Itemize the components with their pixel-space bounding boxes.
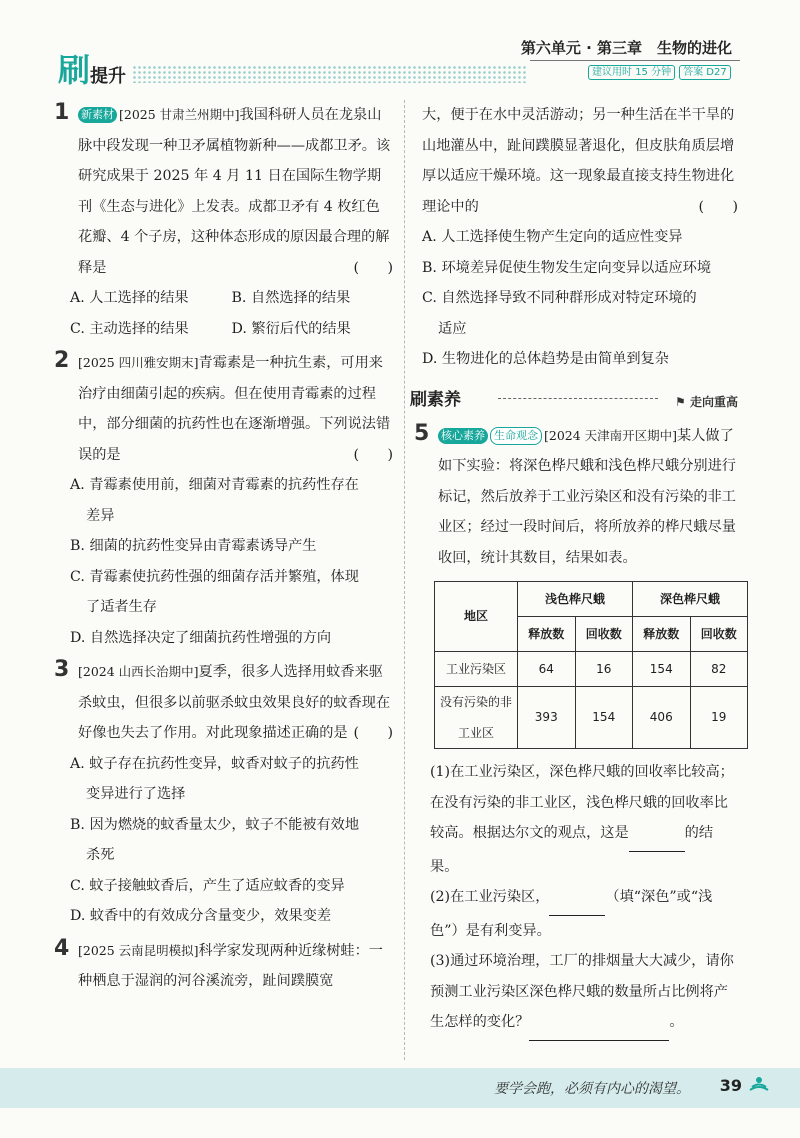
option-a[interactable]: A. 人工选择的结果: [70, 290, 189, 306]
column-divider: [404, 100, 405, 1060]
question-5: [414, 420, 738, 1041]
table-header-recover: 回收数: [690, 617, 748, 652]
question-4-start: [54, 935, 393, 997]
sub-question-1-text: (1)在工业污染区，深色桦尺蛾的回收率比较高；在没有污染的非工业区，浅色桦尺蛾的回收率比较高。根据达尔文的观点，这是: [430, 764, 734, 841]
sub-question-1-tail: 的结果。: [430, 825, 714, 875]
question-number: 4: [54, 935, 70, 961]
cell-light-recover: 16: [575, 652, 633, 687]
option-b[interactable]: B. 细菌的抗药性变异由青霉素诱导产生: [70, 538, 317, 554]
page-number: 39: [719, 1076, 742, 1095]
option-c[interactable]: C. 蚊子接触蚊香后，产生了适应蚊香的变异: [70, 877, 345, 894]
suggest-time-value: 15 分钟: [635, 67, 672, 78]
section-right-label: [675, 387, 738, 418]
cell-region: 工业污染区: [435, 652, 518, 687]
option-a-line1: A. 青霉素使用前，细菌对青霉素的抗药性存在: [70, 477, 359, 493]
option-c-line1: C. 青霉素使抗药性强的细菌存活并繁殖，体现: [70, 568, 359, 585]
cell-dark-recover: 19: [690, 687, 748, 749]
table-header-release: 释放数: [633, 617, 691, 652]
cell-dark-release: 406: [633, 687, 691, 749]
table-row: [435, 687, 748, 749]
option-b-cont: 杀死: [86, 847, 115, 863]
cell-light-release: 64: [518, 652, 576, 687]
cell-light-release: 393: [518, 687, 576, 749]
sub-question-2-text: (2)在工业污染区，: [430, 889, 550, 905]
experiment-table: [434, 581, 748, 749]
answer-blank-1[interactable]: [629, 820, 685, 852]
answer-paren: ( ): [698, 198, 738, 215]
cell-light-recover: 154: [575, 687, 633, 749]
option-d[interactable]: D. 生物进化的总体趋势是由简单到复杂: [422, 351, 669, 367]
suggest-time-label: 建议用时: [592, 67, 632, 78]
table-header-dark: 深色桦尺蛾: [633, 582, 748, 617]
question-stem: 我国科研人员在龙泉山脉中段发现一种卫矛属植物新种——成都卫矛。该研究成果于 2025 年 4 月 11 日在国际生物学期刊《生态与进化》上发表。成都卫矛有 4 枚红色花瓣、4 个子房，这种体态形成的原因最合理的解释是: [78, 107, 391, 276]
option-d[interactable]: D. 蚊香中的有效成分含量变少，效果变差: [70, 908, 332, 924]
life-concept-badge: 生命观念: [490, 427, 542, 445]
chapter-title: 第六单元 · 第三章 生物的进化: [520, 39, 732, 57]
option-a-cont: 差异: [86, 507, 115, 524]
header-logo-mark: 刷: [58, 51, 91, 89]
answer-blank-2[interactable]: [549, 884, 605, 916]
question-stem-part1: 科学家发现两种近缘树蛙：一种栖息于湿润的河谷溪流旁，趾间蹼膜宽: [78, 942, 383, 989]
answer-tag: [679, 65, 731, 80]
header-rule: [530, 60, 740, 61]
option-c[interactable]: C. 自然选择导致不同种群形成对特定环境的: [422, 290, 697, 306]
option-a[interactable]: A. 蚊子存在抗药性变异，蚊香对蚊子的抗药性: [70, 755, 359, 772]
answer-paren: ( ): [353, 725, 393, 741]
sub-question-2: [430, 882, 738, 946]
question-source: [2025 云南昆明模拟]: [78, 942, 199, 958]
option-b[interactable]: B. 环境差异促使生物发生定向变异以适应环境: [422, 259, 712, 276]
question-source: [2025 甘肃兰州期中]: [119, 107, 240, 122]
footer-band: [0, 1068, 800, 1108]
question-2: [54, 348, 393, 653]
section-right-text: 走向重高: [689, 394, 738, 409]
question-stem: 夏季，很多人选择用蚊香来驱杀蚊虫，但很多以前驱杀蚊虫效果良好的蚊香现在好像也失去了作用。对此现象描述正确的是: [78, 664, 391, 741]
header-logo-sub: 提升: [90, 66, 126, 87]
flag-icon: ⚑: [675, 394, 686, 409]
question-number: 2: [54, 348, 70, 373]
question-source: [2024 天津南开区期中]: [544, 427, 678, 443]
suggest-time-tag: [588, 65, 675, 80]
option-a[interactable]: [70, 470, 393, 501]
answer-blank-3[interactable]: [529, 1009, 669, 1041]
question-stem-part2: 大，便于在水中灵活游动；另一种生活在半干旱的山地灌丛中，趾间蹼膜显著退化，但皮肤角质层增厚以适应干燥环境。这一现象最直接支持生物进化理论中的: [422, 107, 735, 215]
options-row: [70, 283, 393, 314]
cell-dark-release: 154: [633, 652, 691, 687]
option-a[interactable]: A. 人工选择使生物产生定向的适应性变异: [422, 229, 683, 245]
left-column: [54, 100, 393, 1001]
question-number: 5: [414, 420, 430, 446]
option-b[interactable]: B. 自然选择的结果: [231, 290, 351, 306]
right-column: [410, 100, 738, 1045]
section-title: 刷素养: [410, 389, 461, 410]
option-a-cont: 变异进行了选择: [86, 786, 186, 802]
option-b[interactable]: B. 因为燃烧的蚊香量太少，蚊子不能被有效地: [70, 816, 360, 833]
cell-dark-recover: 82: [690, 652, 748, 687]
option-c-cont: 了适者生存: [86, 599, 157, 615]
sub-question-2-tail: （填“深色”或“浅色”）是有利变异。: [430, 889, 713, 939]
question-source: [2024 山西长治期中]: [78, 664, 199, 679]
header-dot-pattern: [132, 65, 527, 83]
question-4-cont: [418, 100, 738, 375]
question-number: 1: [54, 100, 70, 125]
option-c[interactable]: [70, 562, 393, 593]
answer-paren: ( ): [353, 259, 393, 276]
table-header-light: 浅色桦尺蛾: [518, 582, 633, 617]
answer-page: D27: [706, 67, 727, 78]
new-material-badge: 新素材: [78, 107, 117, 123]
table-header-region: 地区: [435, 582, 518, 652]
question-stem: 青霉素是一种抗生素，可用来治疗由细菌引起的疾病。但在使用青霉素的过程中，部分细菌的抗药性也在逐渐增强。下列说法错误的是: [78, 355, 391, 463]
footer-motto: 要学会跑，必须有内心的渴望。: [494, 1081, 690, 1097]
option-c-cont: 适应: [438, 320, 467, 337]
question-source: [2025 四川雅安期末]: [78, 355, 199, 370]
header-meta: [588, 65, 731, 80]
answer-label: 答案: [683, 67, 704, 78]
option-c[interactable]: C. 主动选择的结果: [70, 320, 189, 337]
question-1: [54, 100, 393, 344]
table-row: [435, 652, 748, 687]
book-icon: [748, 1074, 770, 1100]
sub-question-3-tail: 。: [669, 1014, 684, 1030]
options-row: [70, 314, 393, 345]
answer-paren: ( ): [353, 446, 393, 463]
question-3: [54, 657, 393, 932]
question-stem: 某人做了如下实验：将深色桦尺蛾和浅色桦尺蛾分别进行标记，然后放养于工业污染区和没有污染的非工业区；经过一段时间后，将所放养的桦尺蛾尽量收回，统计其数目，结果如表。: [438, 427, 736, 566]
option-d[interactable]: D. 繁衍后代的结果: [231, 320, 351, 337]
table-header-recover: 回收数: [575, 617, 633, 652]
cell-region: 没有污染的非工业区: [435, 687, 518, 749]
core-literacy-badge: 核心素养: [438, 428, 488, 444]
sub-question-1: [430, 757, 738, 882]
section-header: [410, 383, 738, 413]
sub-question-3: [430, 946, 738, 1041]
sub-question-3-text: (3)通过环境治理，工厂的排烟量大大减少，请你预测工业污染区深色桦尺蛾的数量所占比例将产生怎样的变化？: [430, 953, 734, 1030]
question-number: 3: [54, 657, 70, 682]
option-d[interactable]: D. 自然选择决定了细菌抗药性增强的方向: [70, 629, 332, 646]
table-header-release: 释放数: [518, 617, 576, 652]
table-header-row: [435, 582, 748, 617]
section-dashed-line: [498, 398, 658, 399]
